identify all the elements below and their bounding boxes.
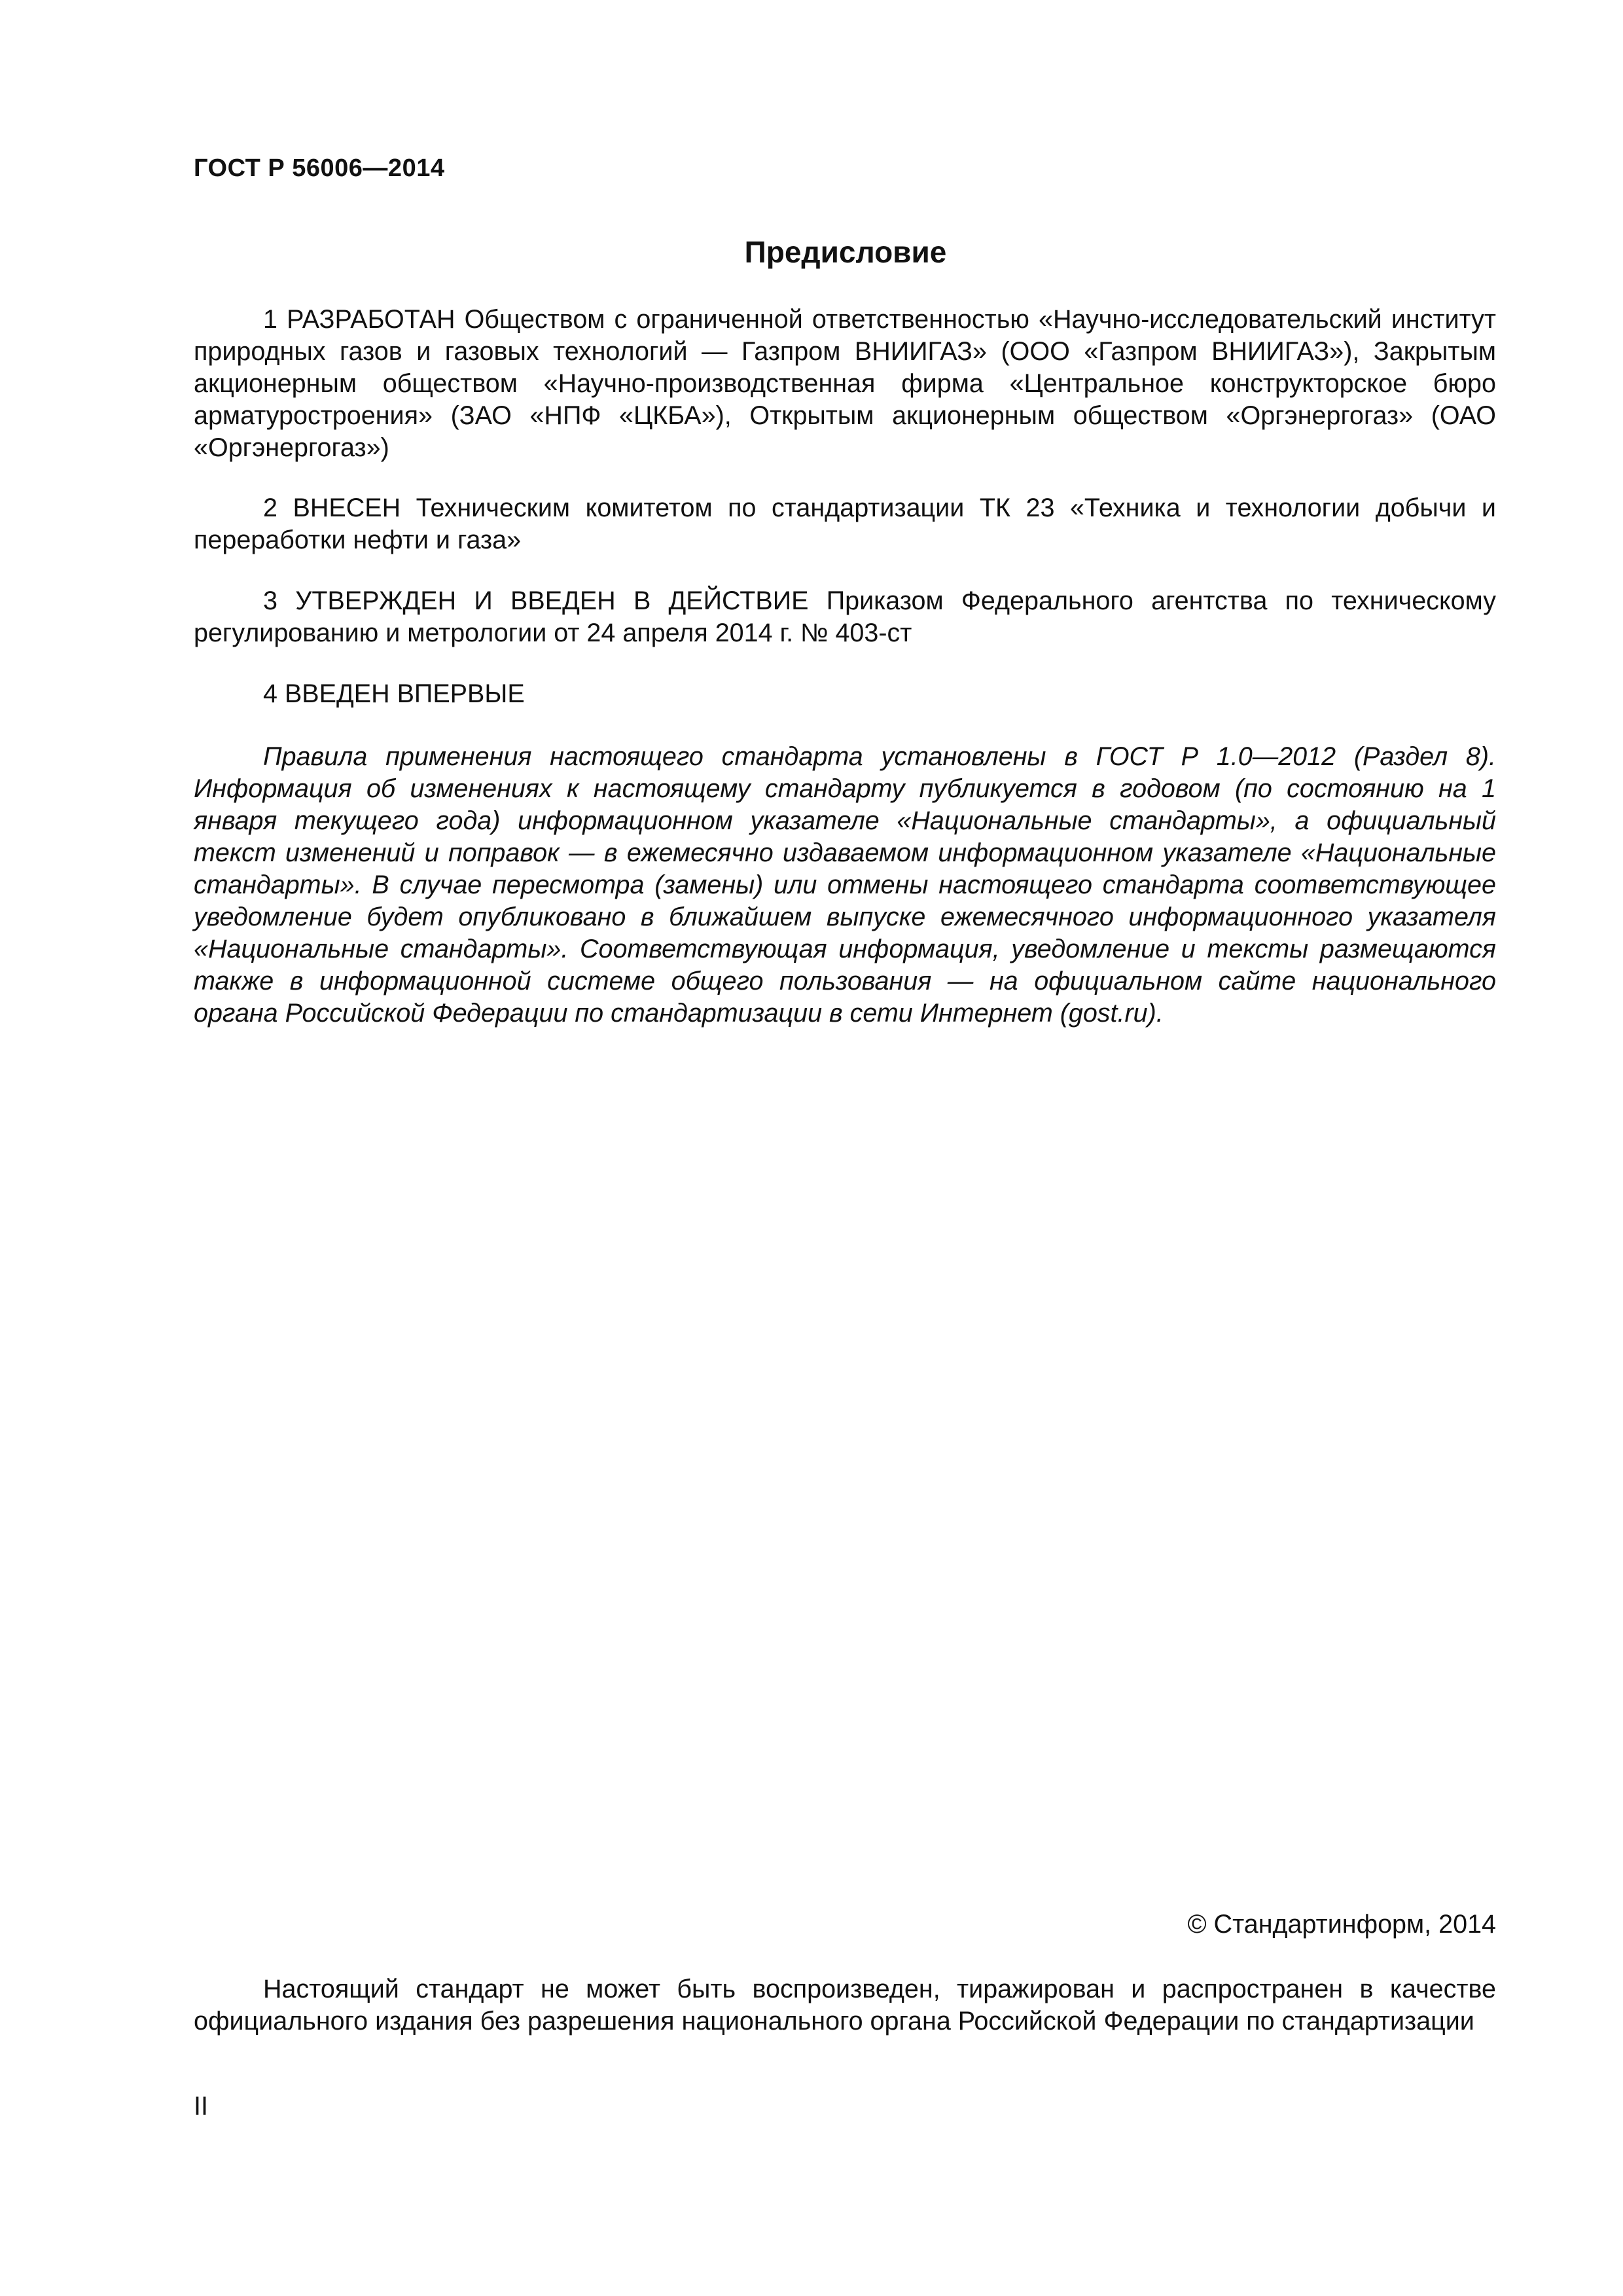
paragraph-application-rules: Правила применения настоящего стандарта установлены в ГОСТ Р 1.0—2012 (Раздел 8). Информация об изменениях к настоящему стандарту публикуется в годовом (по состоянию на 1 января текущего года) информационном указателе «Национальные стандарты», а официальный текст изменений и поправок — в ежемесячно издаваемом информационном указателе «Национальные стандарты». В случае пересмотра (замены) или отмены настоящего стандарта соответствующее уведомление будет опубликовано в ближайшем выпуске ежемесячного информационного указателя «Национальные стандарты». Соответствующая информация, уведомление и тексты размещаются также в информационной системе общего пользования — на официальном сайте национального органа Российской Федерации по стандартизации в сети Интернет (gost.ru). xyxy=(194,742,1496,1028)
paragraph-introduced-by: 2 ВНЕСЕН Техническим комитетом по стандартизации ТК 23 «Техника и технологии добычи и переработки нефти и газа» xyxy=(194,493,1496,554)
paragraph-introduced-first: 4 ВВЕДЕН ВПЕРВЫЕ xyxy=(263,679,525,708)
copyright-notice: © Стандартинформ, 2014 xyxy=(1187,1910,1496,1939)
page-number: II xyxy=(194,2092,208,2121)
document-code-header: ГОСТ Р 56006—2014 xyxy=(194,154,445,182)
reproduction-notice: Настоящий стандарт не может быть воспроизведен, тиражирован и распространен в качестве официального издания без разрешения национального органа Российской Федерации по стандартизации xyxy=(194,1975,1496,2036)
paragraph-developed-by: 1 РАЗРАБОТАН Обществом с ограниченной ответственностью «Научно-исследовательский институт природных газов и газовых технологий — Газпром ВНИИГАЗ» (ООО «Газпром ВНИИГАЗ»), Закрытым акционерным обществом «Научно-производственная фирма «Центральное конструкторское бюро арматуростроения» (ЗАО «НПФ «ЦКБА»), Открытым акционерным обществом «Оргэнергогаз» (ОАО «Оргэнергогаз») xyxy=(194,305,1496,462)
page-title: Предисловие xyxy=(744,235,947,269)
paragraph-approved: 3 УТВЕРЖДЕН И ВВЕДЕН В ДЕЙСТВИЕ Приказом Федерального агентства по техническому регулированию и метрологии от 24 апреля 2014 г. № 403-ст xyxy=(194,586,1496,647)
